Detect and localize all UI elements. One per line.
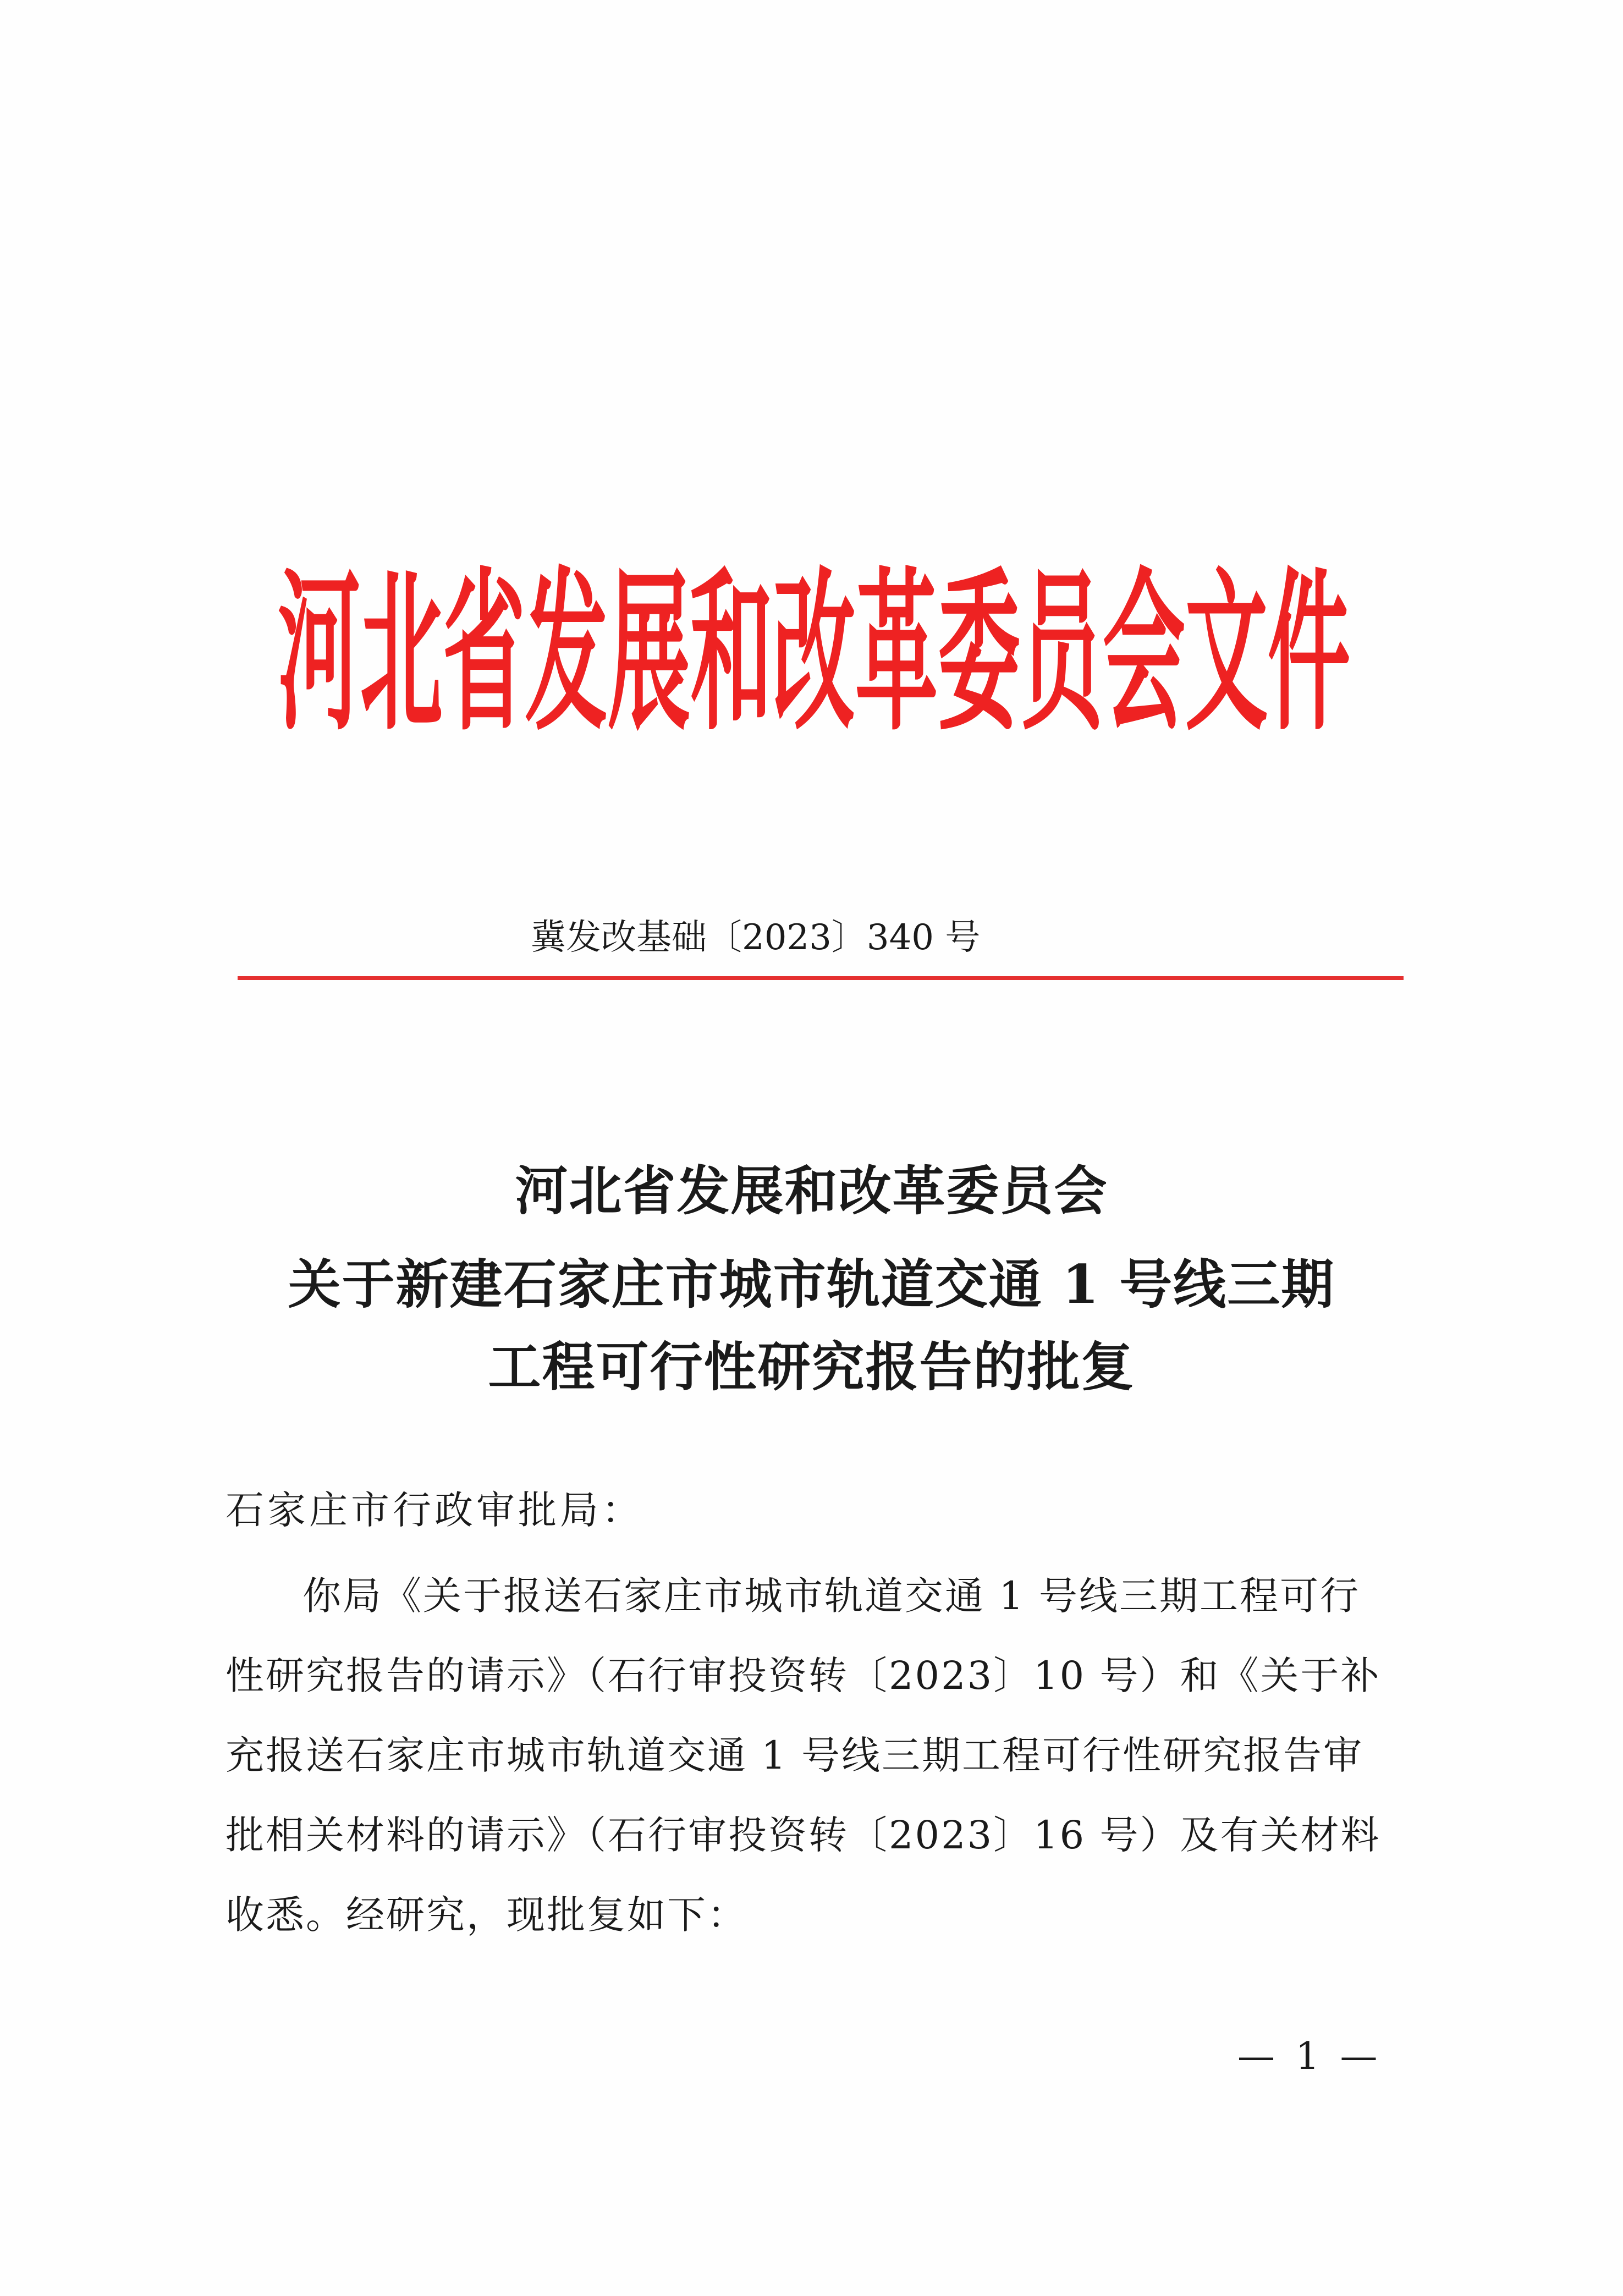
body-line: 你局《关于报送石家庄市城市轨道交通 1 号线三期工程可行 [302, 1573, 1361, 1618]
document-title-line-3: 工程可行性研究报告的批复 [488, 1336, 1135, 1398]
body-line: 收悉。经研究，现批复如下： [225, 1892, 747, 1937]
page-number: — 1 — [1237, 2035, 1382, 2078]
document-title-line-2: 关于新建石家庄市城市轨道交通 1 号线三期 [288, 1253, 1335, 1315]
document-number: 冀发改基础〔2023〕340 号 [531, 917, 981, 958]
body-text [225, 1556, 1413, 1955]
body-line: 批相关材料的请示》（石行审投资转〔2023〕16 号）及有关材料 [225, 1813, 1381, 1858]
red-separator-line [238, 976, 1404, 980]
document-title-line-1: 河北省发展和改革委员会 [515, 1160, 1108, 1222]
body-line: 性研究报告的请示》（石行审投资转〔2023〕10 号）和《关于补 [225, 1653, 1381, 1698]
body-line: 充报送石家庄市城市轨道交通 1 号线三期工程可行性研究报告审 [225, 1733, 1364, 1778]
masthead-title: 河北省发展和改革委员会文件 [277, 553, 1350, 755]
addressee: 石家庄市行政审批局： [225, 1488, 643, 1533]
